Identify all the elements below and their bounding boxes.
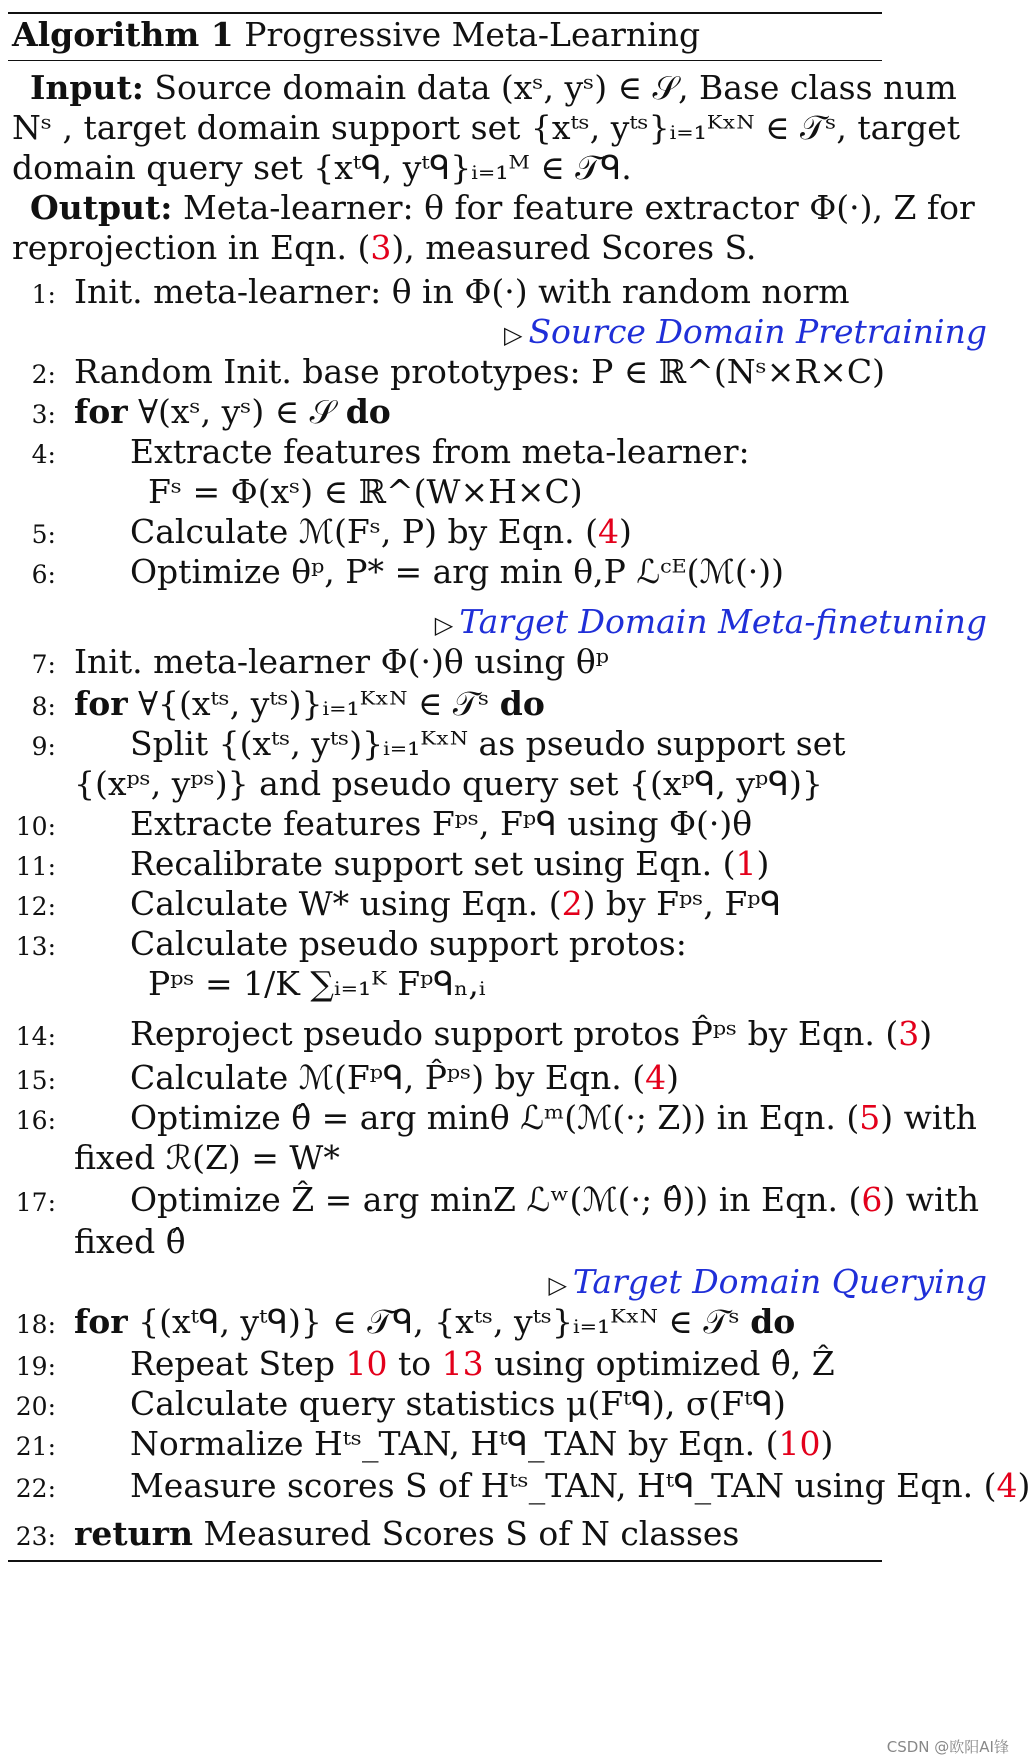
- step-text-part: ) by Fᵖˢ, Fᵖᑫ: [582, 884, 782, 923]
- step-text-part: ∀(xˢ, yˢ) ∈ 𝒮: [138, 392, 336, 431]
- step-number: 2:: [31, 360, 56, 389]
- step-text-part: ) with: [882, 1180, 980, 1219]
- eqn-ref-link[interactable]: 2: [561, 884, 583, 923]
- step-continuation-text: fixed ℛ(Z) = W*: [74, 1138, 340, 1177]
- step-continuation-text: fixed θ̂: [74, 1222, 186, 1261]
- step-text-part: ): [666, 1058, 680, 1097]
- output-block: [12, 188, 992, 268]
- step-text: [74, 352, 885, 392]
- step-number: 21:: [15, 1432, 56, 1461]
- step-text: [130, 1058, 679, 1098]
- input-text-1: Source domain data (xˢ, yˢ) ∈ 𝒮, Base class num: [154, 68, 957, 107]
- step-text: [130, 432, 750, 472]
- step-number: 15:: [15, 1066, 56, 1095]
- step-text-part: to: [387, 1344, 442, 1383]
- step-text-part: ): [1017, 1466, 1030, 1505]
- step-text-part: using optimized θ̂, Ẑ: [483, 1344, 835, 1383]
- eqn-ref-link[interactable]: 3: [370, 228, 392, 267]
- triangle-right-icon: ▷: [434, 611, 454, 639]
- step-number: 20:: [15, 1392, 56, 1421]
- step-text: [130, 1098, 977, 1138]
- step-text: [130, 724, 846, 764]
- step-text-part: Extracte features from meta-learner:: [130, 432, 750, 471]
- step-number: 7:: [31, 650, 56, 679]
- step-continuation-text: Pᵖˢ = 1/K ∑ᵢ₌₁ᴷ Fᵖᑫₙ,ᵢ: [148, 964, 486, 1003]
- step-text-part: Recalibrate support set using Eqn. (: [130, 844, 736, 883]
- step-text: [130, 1014, 932, 1054]
- title-rule: [8, 60, 882, 61]
- step-text: [130, 804, 752, 844]
- step-text: [74, 1514, 739, 1554]
- step-number: 22:: [15, 1474, 56, 1503]
- step-text-part: Init. meta-learner Φ(·)θ using θᵖ: [74, 642, 609, 681]
- step-text-part: Split {(xᵗˢ, yᵗˢ)}ᵢ₌₁ᴷˣᴺ as pseudo support set: [130, 724, 846, 763]
- step-text-part: Measure scores S of Hᵗˢ_TAN, Hᵗᑫ_TAN using Eqn. (: [130, 1466, 997, 1505]
- step-number: 19:: [15, 1352, 56, 1381]
- eqn-ref-link[interactable]: 4: [598, 512, 620, 551]
- keyword: for: [74, 1302, 128, 1341]
- algorithm-label: Algorithm 1: [12, 15, 234, 54]
- step-text-part: ): [820, 1424, 834, 1463]
- step-text-part: Calculate pseudo support protos:: [130, 924, 687, 963]
- step-number: 4:: [31, 440, 56, 469]
- eqn-ref-link[interactable]: 10: [778, 1424, 821, 1463]
- keyword: do: [750, 1302, 796, 1341]
- step-text-part: Calculate query statistics μ(Fᵗᑫ), σ(Fᵗᑫ): [130, 1384, 786, 1423]
- comment-source-pretraining: ▷ Source Domain Pretraining: [503, 312, 987, 351]
- eqn-ref-link[interactable]: 5: [859, 1098, 881, 1137]
- space: [489, 684, 500, 723]
- comment-target-finetuning: ▷ Target Domain Meta-finetuning: [434, 602, 987, 641]
- step-number: 11:: [15, 852, 56, 881]
- keyword: do: [499, 684, 545, 723]
- step-text: [74, 272, 850, 312]
- step-text: [130, 1344, 835, 1384]
- step-text: [74, 642, 609, 682]
- step-text: [130, 1180, 979, 1220]
- step-text-part: Repeat Step: [130, 1344, 346, 1383]
- step-number: 10:: [15, 812, 56, 841]
- step-number: 18:: [15, 1310, 56, 1339]
- output-text-2a: reprojection in Eqn. (: [12, 228, 371, 267]
- step-text-part: ∀{(xᵗˢ, yᵗˢ)}ᵢ₌₁ᴷˣᴺ ∈ 𝒯ˢ: [138, 684, 490, 723]
- output-text-2b: ), measured Scores S.: [391, 228, 757, 267]
- space: [740, 1302, 751, 1341]
- step-text: [74, 684, 545, 724]
- step-text: [130, 844, 769, 884]
- eqn-ref-link[interactable]: 13: [441, 1344, 484, 1383]
- eqn-ref-link[interactable]: 4: [645, 1058, 667, 1097]
- step-text-part: Optimize Ẑ = arg minZ ℒʷ(ℳ(·; θ̂)) in Eqn. (: [130, 1180, 862, 1219]
- output-text-1: Meta-learner: θ for feature extractor Φ(·), Z for: [182, 188, 975, 227]
- step-text-part: Measured Scores S of N classes: [203, 1514, 740, 1553]
- output-label: Output:: [30, 188, 173, 227]
- step-text-part: Calculate ℳ(Fˢ, P) by Eqn. (: [130, 512, 599, 551]
- step-text-part: Optimize θ̂ = arg minθ ℒᵐ(ℳ(·; Z)) in Eqn. (: [130, 1098, 860, 1137]
- step-text: [130, 1424, 833, 1464]
- bottom-rule: [8, 1560, 882, 1562]
- space: [128, 684, 139, 723]
- step-text-part: Extracte features Fᵖˢ, Fᵖᑫ using Φ(·)θ: [130, 804, 753, 843]
- step-number: 13:: [15, 932, 56, 961]
- keyword: return: [74, 1514, 193, 1553]
- eqn-ref-link[interactable]: 1: [735, 844, 757, 883]
- keyword: for: [74, 392, 128, 431]
- step-number: 1:: [31, 280, 56, 309]
- step-text-part: ): [619, 512, 632, 551]
- watermark: CSDN @欧阳AI锋: [886, 1738, 1009, 1756]
- step-text: [130, 512, 632, 552]
- step-text: [130, 924, 687, 964]
- input-text-3: domain query set {xᵗᑫ, yᵗᑫ}ᵢ₌₁ᴹ ∈ 𝒯ᑫ.: [12, 148, 632, 187]
- step-number: 5:: [31, 520, 56, 549]
- algorithm-title: [12, 14, 700, 56]
- step-text-part: ): [919, 1014, 933, 1053]
- step-number: 23:: [15, 1522, 56, 1551]
- step-text-part: Init. meta-learner: θ in Φ(·) with random norm: [74, 272, 850, 311]
- keyword: do: [345, 392, 391, 431]
- comment-target-querying: ▷ Target Domain Querying: [548, 1262, 987, 1301]
- step-text-part: Optimize θᵖ, P* = arg min θ,P ℒᶜᴱ(ℳ(·)): [130, 552, 784, 591]
- step-text-part: {(xᵗᑫ, yᵗᑫ)} ∈ 𝒯ᑫ, {xᵗˢ, yᵗˢ}ᵢ₌₁ᴷˣᴺ ∈ 𝒯ˢ: [138, 1302, 740, 1341]
- step-text-part: Reproject pseudo support protos P̂ᵖˢ by Eqn. (: [130, 1014, 899, 1053]
- space: [128, 392, 139, 431]
- space: [128, 1302, 139, 1341]
- algorithm-name: Progressive Meta-Learning: [244, 15, 701, 54]
- step-text: [74, 392, 391, 432]
- step-text: [74, 1302, 795, 1342]
- eqn-ref-link[interactable]: 6: [861, 1180, 883, 1219]
- step-number: 12:: [15, 892, 56, 921]
- step-number: 14:: [15, 1022, 56, 1051]
- step-number: 3:: [31, 400, 56, 429]
- step-number: 17:: [15, 1188, 56, 1217]
- step-number: 9:: [31, 732, 56, 761]
- step-text: [130, 884, 781, 924]
- step-text: [130, 552, 784, 592]
- triangle-right-icon: ▷: [503, 321, 523, 349]
- triangle-right-icon: ▷: [548, 1271, 567, 1299]
- space: [335, 392, 346, 431]
- step-number: 16:: [15, 1106, 56, 1135]
- step-text-part: ): [756, 844, 770, 883]
- step-number: 8:: [31, 692, 56, 721]
- keyword: for: [74, 684, 128, 723]
- step-text: [130, 1466, 1030, 1506]
- step-text-part: Random Init. base prototypes: P ∈ ℝ^(Nˢ×R×C): [74, 352, 885, 391]
- step-continuation-text: Fˢ = Φ(xˢ) ∈ ℝ^(W×H×C): [148, 472, 583, 511]
- step-number: 6:: [31, 560, 56, 589]
- step-text-part: ) with: [880, 1098, 977, 1137]
- step-text-part: Calculate W* using Eqn. (: [130, 884, 562, 923]
- step-text-part: Normalize Hᵗˢ_TAN, Hᵗᑫ_TAN by Eqn. (: [130, 1424, 779, 1463]
- space: [193, 1514, 204, 1553]
- eqn-ref-link[interactable]: 4: [996, 1466, 1018, 1505]
- input-block: [12, 68, 992, 188]
- input-text-2: Nˢ , target domain support set {xᵗˢ, yᵗˢ}ᵢ₌₁ᴷˣᴺ ∈ 𝒯ˢ, target: [12, 108, 960, 147]
- input-label: Input:: [30, 68, 144, 107]
- eqn-ref-link[interactable]: 3: [898, 1014, 920, 1053]
- step-continuation-text: {(xᵖˢ, yᵖˢ)} and pseudo query set {(xᵖᑫ, yᵖᑫ)}: [74, 764, 823, 803]
- step-text-part: Calculate ℳ(Fᵖᑫ, P̂ᵖˢ) by Eqn. (: [130, 1058, 646, 1097]
- eqn-ref-link[interactable]: 10: [345, 1344, 388, 1383]
- step-text: [130, 1384, 786, 1424]
